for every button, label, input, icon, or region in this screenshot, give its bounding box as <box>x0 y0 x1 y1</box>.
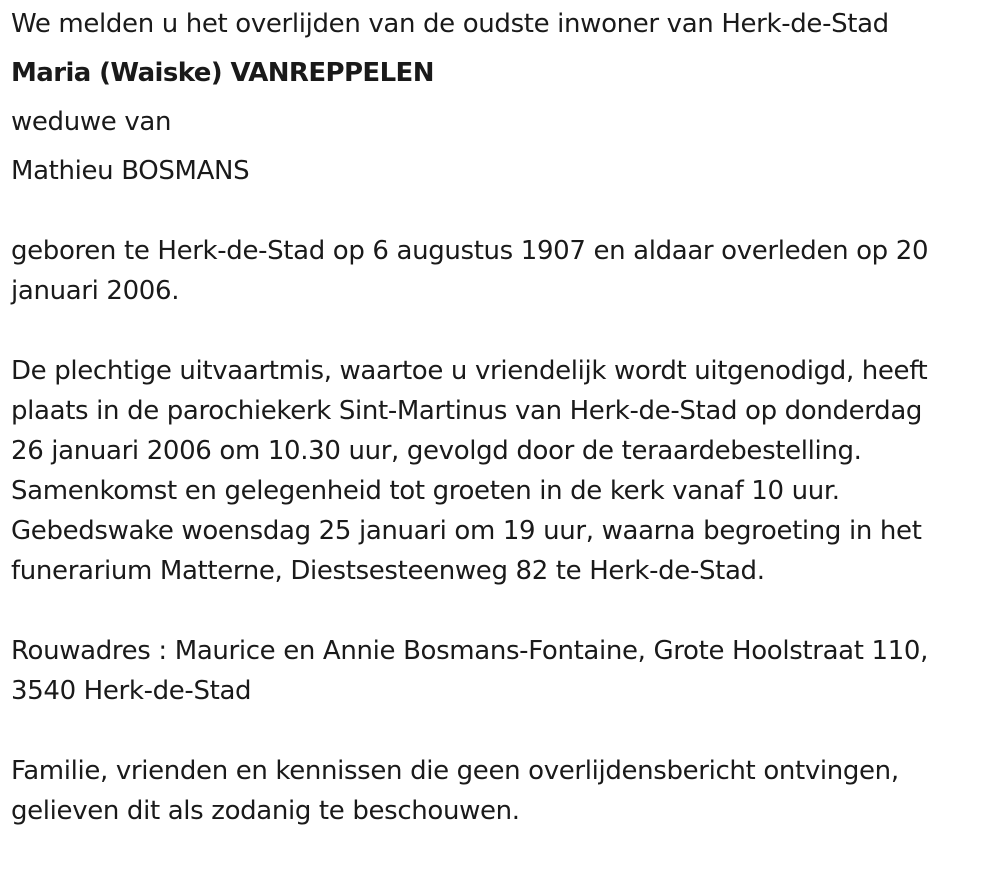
funeral-line: 26 januari 2006 om 10.30 uur, gevolgd door de teraardebestelling. <box>11 436 862 466</box>
spacer <box>11 311 986 351</box>
spacer <box>11 142 986 151</box>
funeral-line: Gebedswake woensdag 25 januari om 19 uur, waarna begroeting in het <box>11 516 922 546</box>
deceased-name: Maria (Waiske) VANREPPELEN <box>11 58 434 88</box>
birth-death-text: geboren te Herk-de-Stad op 6 augustus 1907 en aldaar overleden op 20 januari 2006. <box>11 236 929 306</box>
spacer <box>11 711 986 751</box>
mourning-address: Rouwadres : Maurice en Annie Bosmans-Fontaine, Grote Hoolstraat 110, 3540 Herk-de-Stad <box>11 636 928 706</box>
spacer <box>11 44 986 53</box>
spouse-name: Mathieu BOSMANS <box>11 156 250 186</box>
spacer <box>11 591 986 631</box>
spacer <box>11 93 986 102</box>
funeral-line: funerarium Matterne, Diestsesteenweg 82 te Herk-de-Stad. <box>11 556 765 586</box>
spacer <box>11 191 986 231</box>
funeral-line: Samenkomst en gelegenheid tot groeten in de kerk vanaf 10 uur. <box>11 476 840 506</box>
intro-text: We melden u het overlijden van de oudste inwoner van Herk-de-Stad <box>11 9 889 39</box>
closing-text: Familie, vrienden en kennissen die geen overlijdensbericht ontvingen, gelieven dit als zodanig te beschouwen. <box>11 756 899 826</box>
relation-text: weduwe van <box>11 107 172 137</box>
death-notice <box>11 4 986 831</box>
funeral-line: plaats in de parochiekerk Sint-Martinus van Herk-de-Stad op donderdag <box>11 396 923 426</box>
funeral-line: De plechtige uitvaartmis, waartoe u vriendelijk wordt uitgenodigd, heeft <box>11 356 928 386</box>
